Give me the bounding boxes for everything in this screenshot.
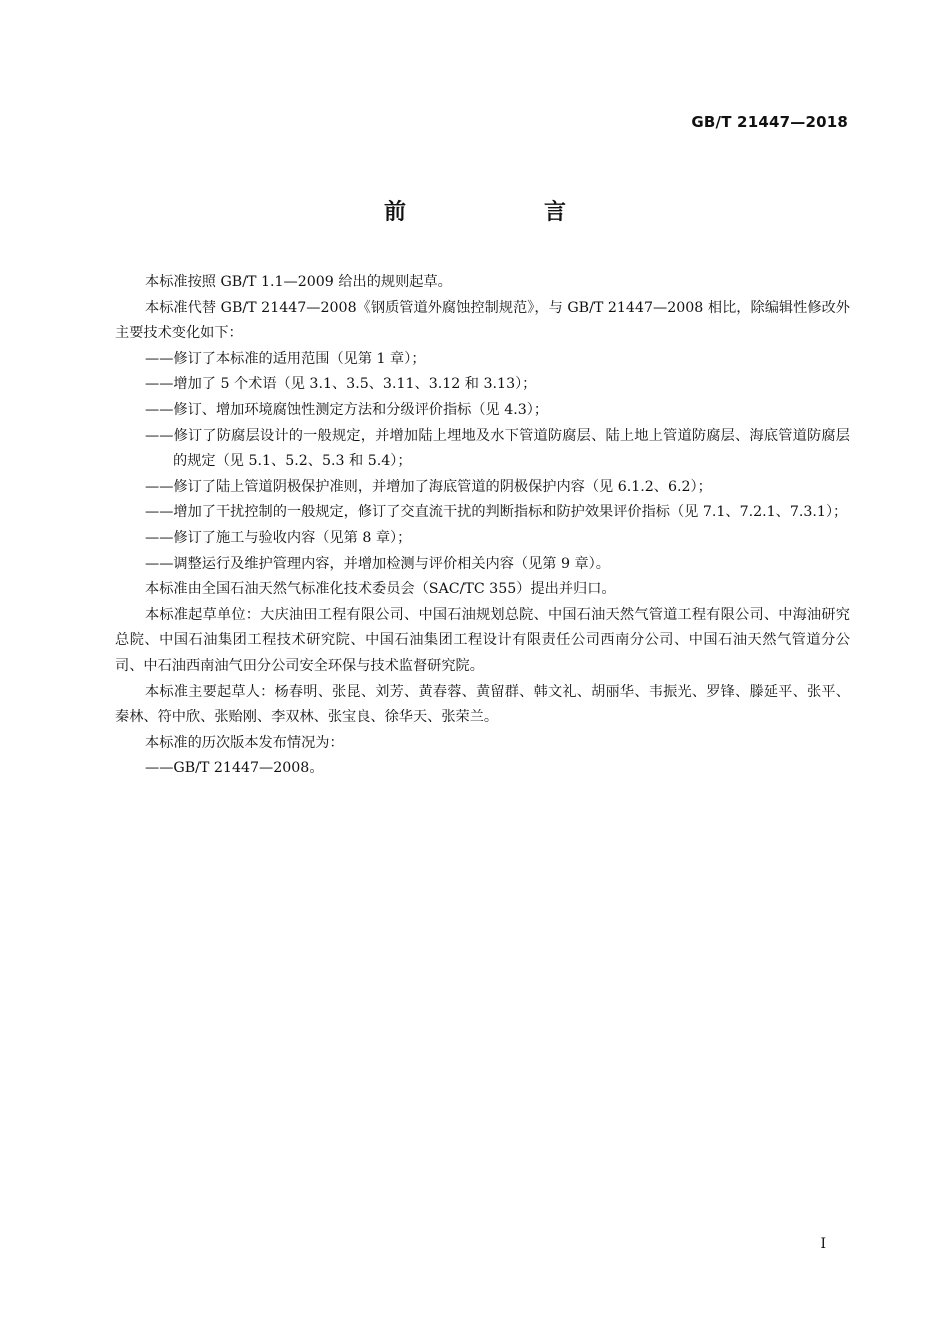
page-number: I — [820, 1236, 826, 1252]
paragraph-drafting-units: 本标准起草单位：大庆油田工程有限公司、中国石油规划总院、中国石油天然气管道工程有限公司、中海油研究总院、中国石油集团工程技术研究院、中国石油集团工程设计有限责任公司西南分公司、中国石油天然气管道分公司、中石油西南油气田分公司安全环保与技术监督研究院。 — [115, 606, 850, 674]
change-item-construction: ——修订了施工与验收内容（见第 8 章）； — [145, 529, 412, 546]
change-item-corrosivity: ——修订、增加环境腐蚀性测定方法和分级评价指标（见 4.3）； — [145, 401, 549, 418]
paragraph-drafting-rules: 本标准按照 GB/T 1.1—2009 给出的规则起草。 — [145, 274, 452, 290]
paragraph-proposed-by: 本标准由全国石油天然气标准化技术委员会（SAC/TC 355）提出并归口。 — [145, 581, 616, 598]
change-item-cathodic-protection: ——修订了陆上管道阴极保护准则，并增加了海底管道的阴极保护内容（见 6.1.2、6.2）； — [145, 478, 712, 495]
standard-number: GB/T 21447—2018 — [691, 113, 848, 131]
change-item-scope: ——修订了本标准的适用范围（见第 1 章）； — [145, 350, 426, 367]
paragraph-drafters: 本标准主要起草人：杨春明、张昆、刘芳、黄春蓉、黄留群、韩文礼、胡丽华、韦振光、罗锋、滕延平、张平、秦林、符中欣、张贻刚、李双林、张宝良、徐华天、张荣兰。 — [115, 683, 850, 726]
document-body — [115, 270, 850, 782]
change-item-terms: ——增加了 5 个术语（见 3.1、3.5、3.11、3.12 和 3.13）； — [145, 376, 537, 393]
history-item: ——GB/T 21447—2008。 — [145, 760, 324, 777]
change-item-interference: ——增加了干扰控制的一般规定，修订了交直流干扰的判断指标和防护效果评价指标（见 7.1、7.2.1、7.3.1）； — [145, 504, 848, 521]
paragraph-replaces: 本标准代替 GB/T 21447—2008《钢质管道外腐蚀控制规范》，与 GB/T 21447—2008 相比，除编辑性修改外主要技术变化如下： — [115, 299, 850, 342]
change-item-operation: ——调整运行及维护管理内容，并增加检测与评价相关内容（见第 9 章）。 — [145, 555, 610, 572]
page-title — [0, 195, 950, 226]
paragraph-history: 本标准的历次版本发布情况为： — [145, 734, 344, 751]
title-text: 前 言 — [383, 200, 624, 225]
change-item-coating: ——修订了防腐层设计的一般规定，并增加陆上埋地及水下管道防腐层、陆上地上管道防腐层、海底管道防腐层的规定（见 5.1、5.2、5.3 和 5.4）； — [145, 427, 850, 470]
